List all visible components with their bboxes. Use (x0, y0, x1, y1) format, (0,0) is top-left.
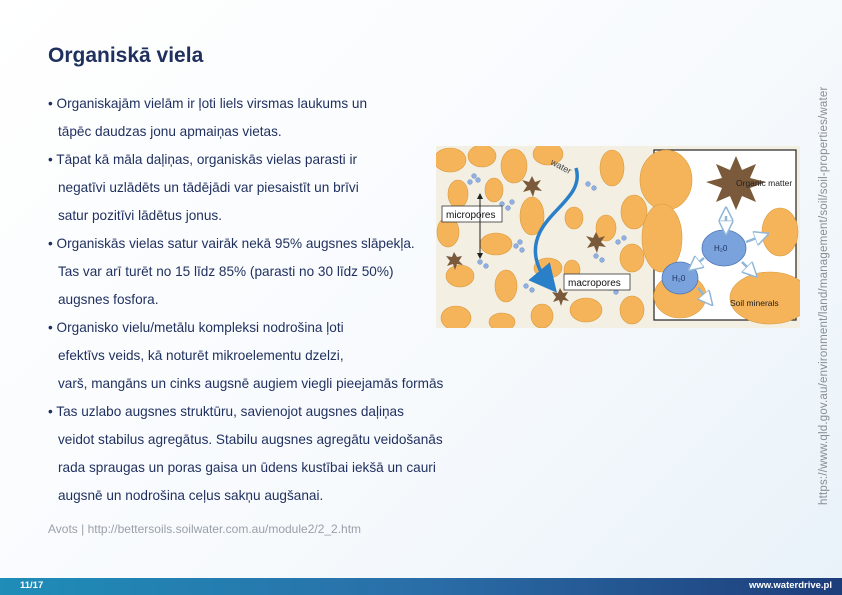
bullet-line: • Organiskajām vielām ir ļoti liels virsmas laukums un (48, 96, 368, 111)
zoom-inset (640, 150, 800, 324)
water-label: water (549, 156, 574, 177)
bullet-line: augsnes fosfora. (58, 292, 159, 307)
source-citation: Avots | http://bettersoils.soilwater.com.au/module2/2_2.htm (48, 522, 362, 536)
bullet-line: negatīvi uzlādēts un tādējādi var piesaistīt un brīvi (58, 180, 359, 195)
micropores-label: micropores (446, 210, 496, 221)
bullet-list (48, 90, 478, 510)
bullet-line: varš, mangāns un cinks augsnē augiem viegli pieejamās formās (58, 376, 444, 391)
bullet-line: Tas var arī turēt no 15 līdz 85% (parasti no 30 līdz 50%) (58, 264, 394, 279)
bullet-line: veidot stabilus agregātus. Stabilu augsnes agregātu veidošanās (58, 432, 443, 447)
bullet-line: efektīvs veids, kā noturēt mikroelementu dzelzi, (58, 348, 344, 363)
h2o-label-2: H₂0 (672, 274, 686, 283)
bullet-line: augsnē un nodrošina ceļus sakņu augšanai. (58, 488, 324, 503)
organic-matter-label: Organic matter (736, 178, 793, 188)
page-title: Organiskā viela (48, 44, 204, 67)
bullet-line: • Organiskās vielas satur vairāk nekā 95% augsnes slāpekļa. (48, 236, 415, 251)
site-url: www.waterdrive.pl (748, 580, 832, 591)
page-number: 11/17 (20, 580, 44, 591)
soil-minerals-label: Soil minerals (730, 298, 779, 308)
bullet-line: tāpēc daudzas jonu apmaiņas vietas. (58, 124, 282, 139)
side-url: https://www.qld.gov.au/environment/land/management/soil/soil-properties/water (818, 86, 830, 505)
bullet-line: • Tāpat kā māla daļiņas, organiskās vielas parasti ir (48, 152, 358, 167)
bullet-line: rada spraugas un poras gaisa un ūdens kustībai iekšā un cauri (58, 460, 436, 475)
footer-bar (0, 578, 842, 595)
soil-pores-illustration (436, 146, 800, 328)
macropores-label: macropores (568, 278, 621, 289)
soil-particles (436, 146, 647, 328)
bullet-line: • Tas uzlabo augsnes struktūru, savienojot augsnes daļiņas (48, 404, 404, 419)
bullet-line: • Organisko vielu/metālu kompleksi nodrošina ļoti (48, 320, 344, 335)
bullet-line: satur pozitīvi lādētus jonus. (58, 208, 222, 223)
h2o-label-1: H₂0 (714, 244, 728, 253)
